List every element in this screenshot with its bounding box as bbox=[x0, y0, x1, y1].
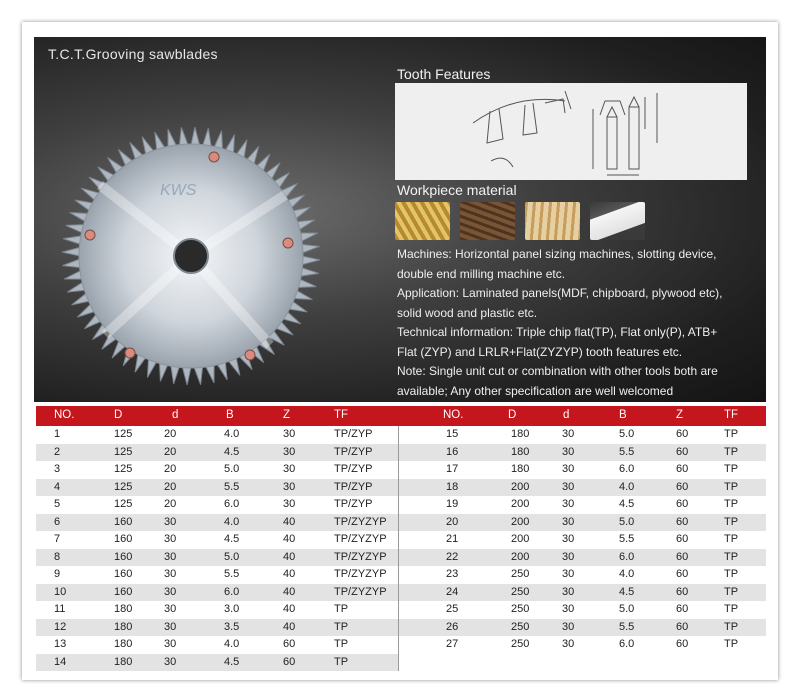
product-description bbox=[397, 245, 767, 401]
blade-tooth bbox=[191, 127, 200, 145]
table-cell: 30 bbox=[562, 568, 575, 580]
table-cell: TP bbox=[724, 638, 739, 650]
table-cell: 5.5 bbox=[619, 445, 635, 458]
table-cell: 125 bbox=[114, 428, 133, 440]
table-cell: 30 bbox=[164, 638, 177, 650]
table-cell: 40 bbox=[283, 603, 296, 615]
table-cell: 125 bbox=[114, 445, 133, 458]
table-cell: 4 bbox=[54, 480, 61, 493]
table-cell: 30 bbox=[164, 585, 177, 598]
header-d-outer: D bbox=[508, 409, 517, 421]
header-z: Z bbox=[676, 409, 684, 421]
table-cell: TP bbox=[334, 655, 349, 668]
table-cell: 200 bbox=[511, 498, 530, 510]
table-cell: TP bbox=[724, 428, 739, 440]
table-cell: 160 bbox=[114, 533, 133, 545]
table-cell: 200 bbox=[511, 515, 530, 528]
table-cell: 40 bbox=[283, 568, 296, 580]
table-cell: TP bbox=[724, 515, 739, 528]
table-cell: 250 bbox=[511, 638, 530, 650]
table-row bbox=[36, 601, 398, 619]
table-cell: 30 bbox=[562, 550, 575, 563]
table-cell: TP bbox=[724, 480, 739, 493]
table-cell: 4.5 bbox=[224, 655, 240, 668]
table-cell: 30 bbox=[164, 515, 177, 528]
table-cell: 60 bbox=[283, 655, 296, 668]
table-row bbox=[399, 601, 766, 619]
table-cell: 14 bbox=[54, 655, 67, 668]
table-cell: 30 bbox=[283, 445, 296, 458]
table-cell: 18 bbox=[446, 480, 459, 493]
table-cell: TP bbox=[724, 445, 739, 458]
table-cell: 30 bbox=[283, 498, 296, 510]
table-cell: 30 bbox=[562, 480, 575, 493]
table-cell: 250 bbox=[511, 568, 530, 580]
table-cell: TP bbox=[724, 498, 739, 510]
table-cell: 30 bbox=[562, 638, 575, 650]
table-cell: 2 bbox=[54, 445, 61, 458]
table-cell: 5 bbox=[54, 498, 61, 510]
swatch-laminated-wood bbox=[395, 202, 450, 240]
table-cell: 30 bbox=[562, 603, 575, 615]
table-cell: 125 bbox=[114, 498, 133, 510]
table-row bbox=[36, 619, 398, 637]
table-cell: 19 bbox=[446, 498, 459, 510]
table-cell: 6.0 bbox=[619, 463, 635, 475]
header-d-outer: D bbox=[114, 409, 123, 421]
table-row bbox=[399, 549, 766, 568]
table-row bbox=[36, 426, 398, 444]
header-no: NO. bbox=[443, 409, 464, 421]
table-cell: 40 bbox=[283, 533, 296, 545]
table-cell: 125 bbox=[114, 463, 133, 475]
table-cell: 4.0 bbox=[224, 515, 240, 528]
table-cell: 3 bbox=[54, 463, 61, 475]
table-cell: 27 bbox=[446, 638, 459, 650]
table-cell: 60 bbox=[676, 638, 689, 650]
header-z: Z bbox=[283, 409, 291, 421]
table-cell: 5.5 bbox=[619, 533, 635, 545]
table-cell: 30 bbox=[283, 428, 296, 440]
table-cell: 160 bbox=[114, 550, 133, 563]
table-cell: 24 bbox=[446, 585, 459, 598]
table-cell: 180 bbox=[114, 603, 133, 615]
table-cell: 180 bbox=[511, 445, 530, 458]
description-line: Flat (ZYP) and LRLR+Flat(ZYZYP) tooth features etc. bbox=[397, 344, 683, 359]
table-cell: 60 bbox=[676, 568, 689, 580]
blade-tooth bbox=[194, 366, 203, 384]
product-title: T.C.T.Grooving sawblades bbox=[48, 46, 218, 62]
table-cell: 6.0 bbox=[619, 638, 635, 650]
table-cell: TP bbox=[724, 620, 739, 633]
table-cell: 160 bbox=[114, 515, 133, 528]
table-cell: 4.5 bbox=[619, 585, 635, 598]
table-cell: 5.0 bbox=[619, 428, 635, 440]
table-cell: 12 bbox=[54, 620, 67, 633]
table-cell: 60 bbox=[676, 463, 689, 475]
table-cell: 40 bbox=[283, 515, 296, 528]
table-cell: 30 bbox=[562, 428, 575, 440]
description-line: Note: Single unit cut or combination with other tools both are bbox=[397, 364, 718, 378]
table-cell: 200 bbox=[511, 480, 530, 493]
table-cell: 60 bbox=[676, 428, 689, 440]
table-cell: 4.5 bbox=[224, 445, 240, 458]
table-row bbox=[36, 531, 398, 549]
description-line: available; Any other specification are well welcomed bbox=[397, 383, 674, 398]
table-row bbox=[36, 654, 398, 672]
table-cell: 30 bbox=[164, 620, 177, 633]
table-cell: TP/ZYZYP bbox=[334, 550, 387, 563]
table-cell: 11 bbox=[54, 603, 66, 615]
table-cell: TP/ZYP bbox=[334, 498, 373, 510]
table-cell: 30 bbox=[164, 568, 177, 580]
table-cell: 30 bbox=[164, 533, 177, 545]
table-cell: 60 bbox=[676, 533, 689, 545]
table-cell: 9 bbox=[54, 568, 61, 580]
table-row bbox=[399, 531, 766, 549]
description-line: double end milling machine etc. bbox=[397, 266, 566, 281]
header-d-bore: d bbox=[172, 409, 179, 421]
table-cell: TP bbox=[724, 463, 739, 475]
table-header bbox=[36, 406, 766, 426]
table-cell: TP/ZYZYP bbox=[334, 568, 387, 580]
blade-tooth bbox=[203, 128, 212, 147]
table-cell: TP bbox=[334, 620, 349, 633]
table-cell: 30 bbox=[164, 655, 177, 668]
table-cell: 180 bbox=[114, 620, 133, 633]
table-cell: 180 bbox=[511, 463, 530, 475]
table-cell: TP bbox=[724, 533, 739, 545]
blade-tooth bbox=[179, 127, 188, 145]
swatch-light-wood bbox=[525, 202, 580, 240]
header-tf: TF bbox=[724, 409, 739, 421]
header-b: B bbox=[226, 409, 234, 421]
blade-tooth bbox=[302, 256, 320, 265]
table-cell: 5.0 bbox=[619, 603, 635, 615]
table-cell: 30 bbox=[562, 463, 575, 475]
table-cell: 30 bbox=[562, 585, 575, 598]
table-cell: TP/ZYZYP bbox=[334, 533, 387, 545]
table-cell: 160 bbox=[114, 568, 133, 580]
table-row bbox=[399, 461, 766, 479]
table-row bbox=[36, 461, 398, 479]
table-cell: 3.0 bbox=[224, 603, 240, 615]
table-cell: 180 bbox=[114, 655, 133, 668]
table-cell: 4.0 bbox=[224, 638, 240, 650]
table-cell: TP bbox=[724, 568, 739, 580]
blade-brand-label: KWS bbox=[160, 182, 197, 199]
table-cell: 15 bbox=[446, 428, 459, 440]
table-cell: 180 bbox=[114, 638, 133, 650]
table-cell: TP bbox=[724, 603, 739, 615]
table-cell: 23 bbox=[446, 568, 459, 580]
table-cell: 40 bbox=[283, 585, 296, 598]
table-row bbox=[36, 549, 398, 567]
table-row bbox=[36, 566, 398, 584]
table-cell: 21 bbox=[446, 533, 459, 545]
description-line: solid wood and plastic etc. bbox=[397, 305, 538, 320]
table-row bbox=[399, 444, 766, 462]
blade-tooth bbox=[182, 367, 191, 385]
table-cell: 26 bbox=[446, 620, 459, 633]
table-cell: 60 bbox=[676, 550, 689, 563]
table-cell: 4.0 bbox=[619, 568, 635, 580]
table-cell: 5.0 bbox=[619, 515, 635, 528]
blade-tooth bbox=[63, 236, 82, 245]
table-row bbox=[36, 479, 398, 497]
table-cell: 40 bbox=[283, 550, 296, 563]
table-cell: 30 bbox=[164, 550, 177, 563]
table-cell: TP/ZYZYP bbox=[334, 515, 387, 528]
table-row bbox=[399, 584, 766, 602]
table-cell: TP bbox=[334, 603, 349, 615]
table-row bbox=[36, 636, 398, 654]
blade-tooth bbox=[301, 244, 319, 253]
table-row bbox=[36, 584, 398, 603]
table-cell: 20 bbox=[164, 445, 177, 458]
table-cell: 7 bbox=[54, 533, 61, 545]
workpiece-material-heading: Workpiece material bbox=[397, 182, 517, 198]
table-cell: 6.0 bbox=[224, 585, 240, 598]
table-cell: 5.0 bbox=[224, 463, 240, 475]
table-cell: 4.5 bbox=[224, 533, 240, 545]
table-cell: 25 bbox=[446, 603, 459, 615]
table-cell: 6.0 bbox=[224, 498, 240, 510]
table-row bbox=[36, 514, 398, 532]
table-cell: 60 bbox=[676, 515, 689, 528]
header-tf: TF bbox=[334, 409, 349, 421]
table-row bbox=[36, 444, 398, 462]
swatch-dark-wood bbox=[460, 202, 515, 240]
table-cell: 4.0 bbox=[619, 480, 635, 493]
blade-tooth bbox=[62, 247, 80, 256]
table-cell: 20 bbox=[164, 498, 177, 510]
table-cell: 13 bbox=[54, 638, 67, 650]
table-cell: 250 bbox=[511, 585, 530, 598]
table-cell: 200 bbox=[511, 550, 530, 563]
table-cell: 4.5 bbox=[619, 498, 635, 510]
table-cell: 30 bbox=[283, 463, 296, 475]
table-cell: TP/ZYP bbox=[334, 463, 373, 475]
table-cell: 20 bbox=[164, 428, 177, 440]
table-cell: TP/ZYP bbox=[334, 445, 373, 458]
header-b: B bbox=[619, 409, 627, 421]
table-cell: 160 bbox=[114, 585, 133, 598]
table-cell: 200 bbox=[511, 533, 530, 545]
table-cell: 60 bbox=[676, 480, 689, 493]
table-cell: 60 bbox=[676, 603, 689, 615]
table-cell: 22 bbox=[446, 550, 459, 563]
table-row bbox=[399, 496, 766, 514]
table-cell: 60 bbox=[676, 585, 689, 598]
table-cell: 60 bbox=[283, 638, 296, 650]
table-cell: 1 bbox=[54, 428, 61, 440]
table-cell: 8 bbox=[54, 550, 61, 563]
table-cell: 6.0 bbox=[619, 550, 635, 563]
table-cell: 250 bbox=[511, 620, 530, 633]
table-cell: 60 bbox=[676, 498, 689, 510]
table-row bbox=[399, 566, 766, 584]
table-cell: 30 bbox=[562, 533, 575, 545]
table-row bbox=[36, 496, 398, 515]
table-cell: 5.5 bbox=[224, 480, 240, 493]
table-cell: 30 bbox=[562, 620, 575, 633]
table-cell: 250 bbox=[511, 603, 530, 615]
table-cell: 30 bbox=[283, 480, 296, 493]
table-cell: TP bbox=[724, 550, 739, 563]
header-no: NO. bbox=[54, 409, 75, 421]
table-cell: 20 bbox=[164, 463, 177, 475]
description-line: Application: Laminated panels(MDF, chipboard, plywood etc), bbox=[397, 286, 723, 300]
description-line: Technical information: Triple chip flat(TP), Flat only(P), ATB+ bbox=[397, 325, 718, 339]
table-cell: 60 bbox=[676, 620, 689, 633]
table-cell: 30 bbox=[164, 603, 177, 615]
table-cell: TP/ZYP bbox=[334, 480, 373, 493]
table-cell: TP/ZYZYP bbox=[334, 585, 387, 598]
product-banner bbox=[34, 37, 766, 402]
table-cell: 40 bbox=[283, 620, 296, 633]
table-cell: TP bbox=[334, 638, 349, 650]
table-cell: 6 bbox=[54, 515, 61, 528]
table-cell: TP/ZYP bbox=[334, 428, 373, 440]
table-cell: 125 bbox=[114, 480, 133, 493]
table-cell: 180 bbox=[511, 428, 530, 440]
header-d-bore: d bbox=[563, 409, 570, 421]
table-row bbox=[399, 479, 766, 497]
tooth-features-heading: Tooth Features bbox=[397, 66, 491, 82]
table-cell: 20 bbox=[164, 480, 177, 493]
table-cell: 30 bbox=[562, 515, 575, 528]
table-cell: 4.0 bbox=[224, 428, 240, 440]
table-row bbox=[399, 514, 766, 532]
table-cell: 10 bbox=[54, 585, 67, 598]
table-cell: 17 bbox=[446, 463, 459, 475]
sawblade-image bbox=[60, 125, 322, 387]
table-cell: 5.0 bbox=[224, 550, 240, 563]
table-cell: 3.5 bbox=[224, 620, 240, 633]
blade-tooth bbox=[62, 259, 80, 268]
table-cell: 16 bbox=[446, 445, 459, 458]
table-row bbox=[399, 636, 766, 654]
tooth-features-diagram bbox=[395, 83, 747, 180]
swatch-white-plastic bbox=[590, 202, 645, 240]
table-cell: 5.5 bbox=[619, 620, 635, 633]
table-cell: 5.5 bbox=[224, 568, 240, 580]
table-cell: 30 bbox=[562, 445, 575, 458]
table-row bbox=[399, 426, 766, 444]
table-cell: 20 bbox=[446, 515, 459, 528]
table-cell: 30 bbox=[562, 498, 575, 510]
blade-tooth bbox=[300, 268, 319, 277]
table-row bbox=[399, 619, 766, 637]
table-cell: TP bbox=[724, 585, 739, 598]
blade-tooth bbox=[171, 365, 180, 384]
table-cell: 60 bbox=[676, 445, 689, 458]
description-line: Machines: Horizontal panel sizing machines, slotting device, bbox=[397, 247, 717, 261]
